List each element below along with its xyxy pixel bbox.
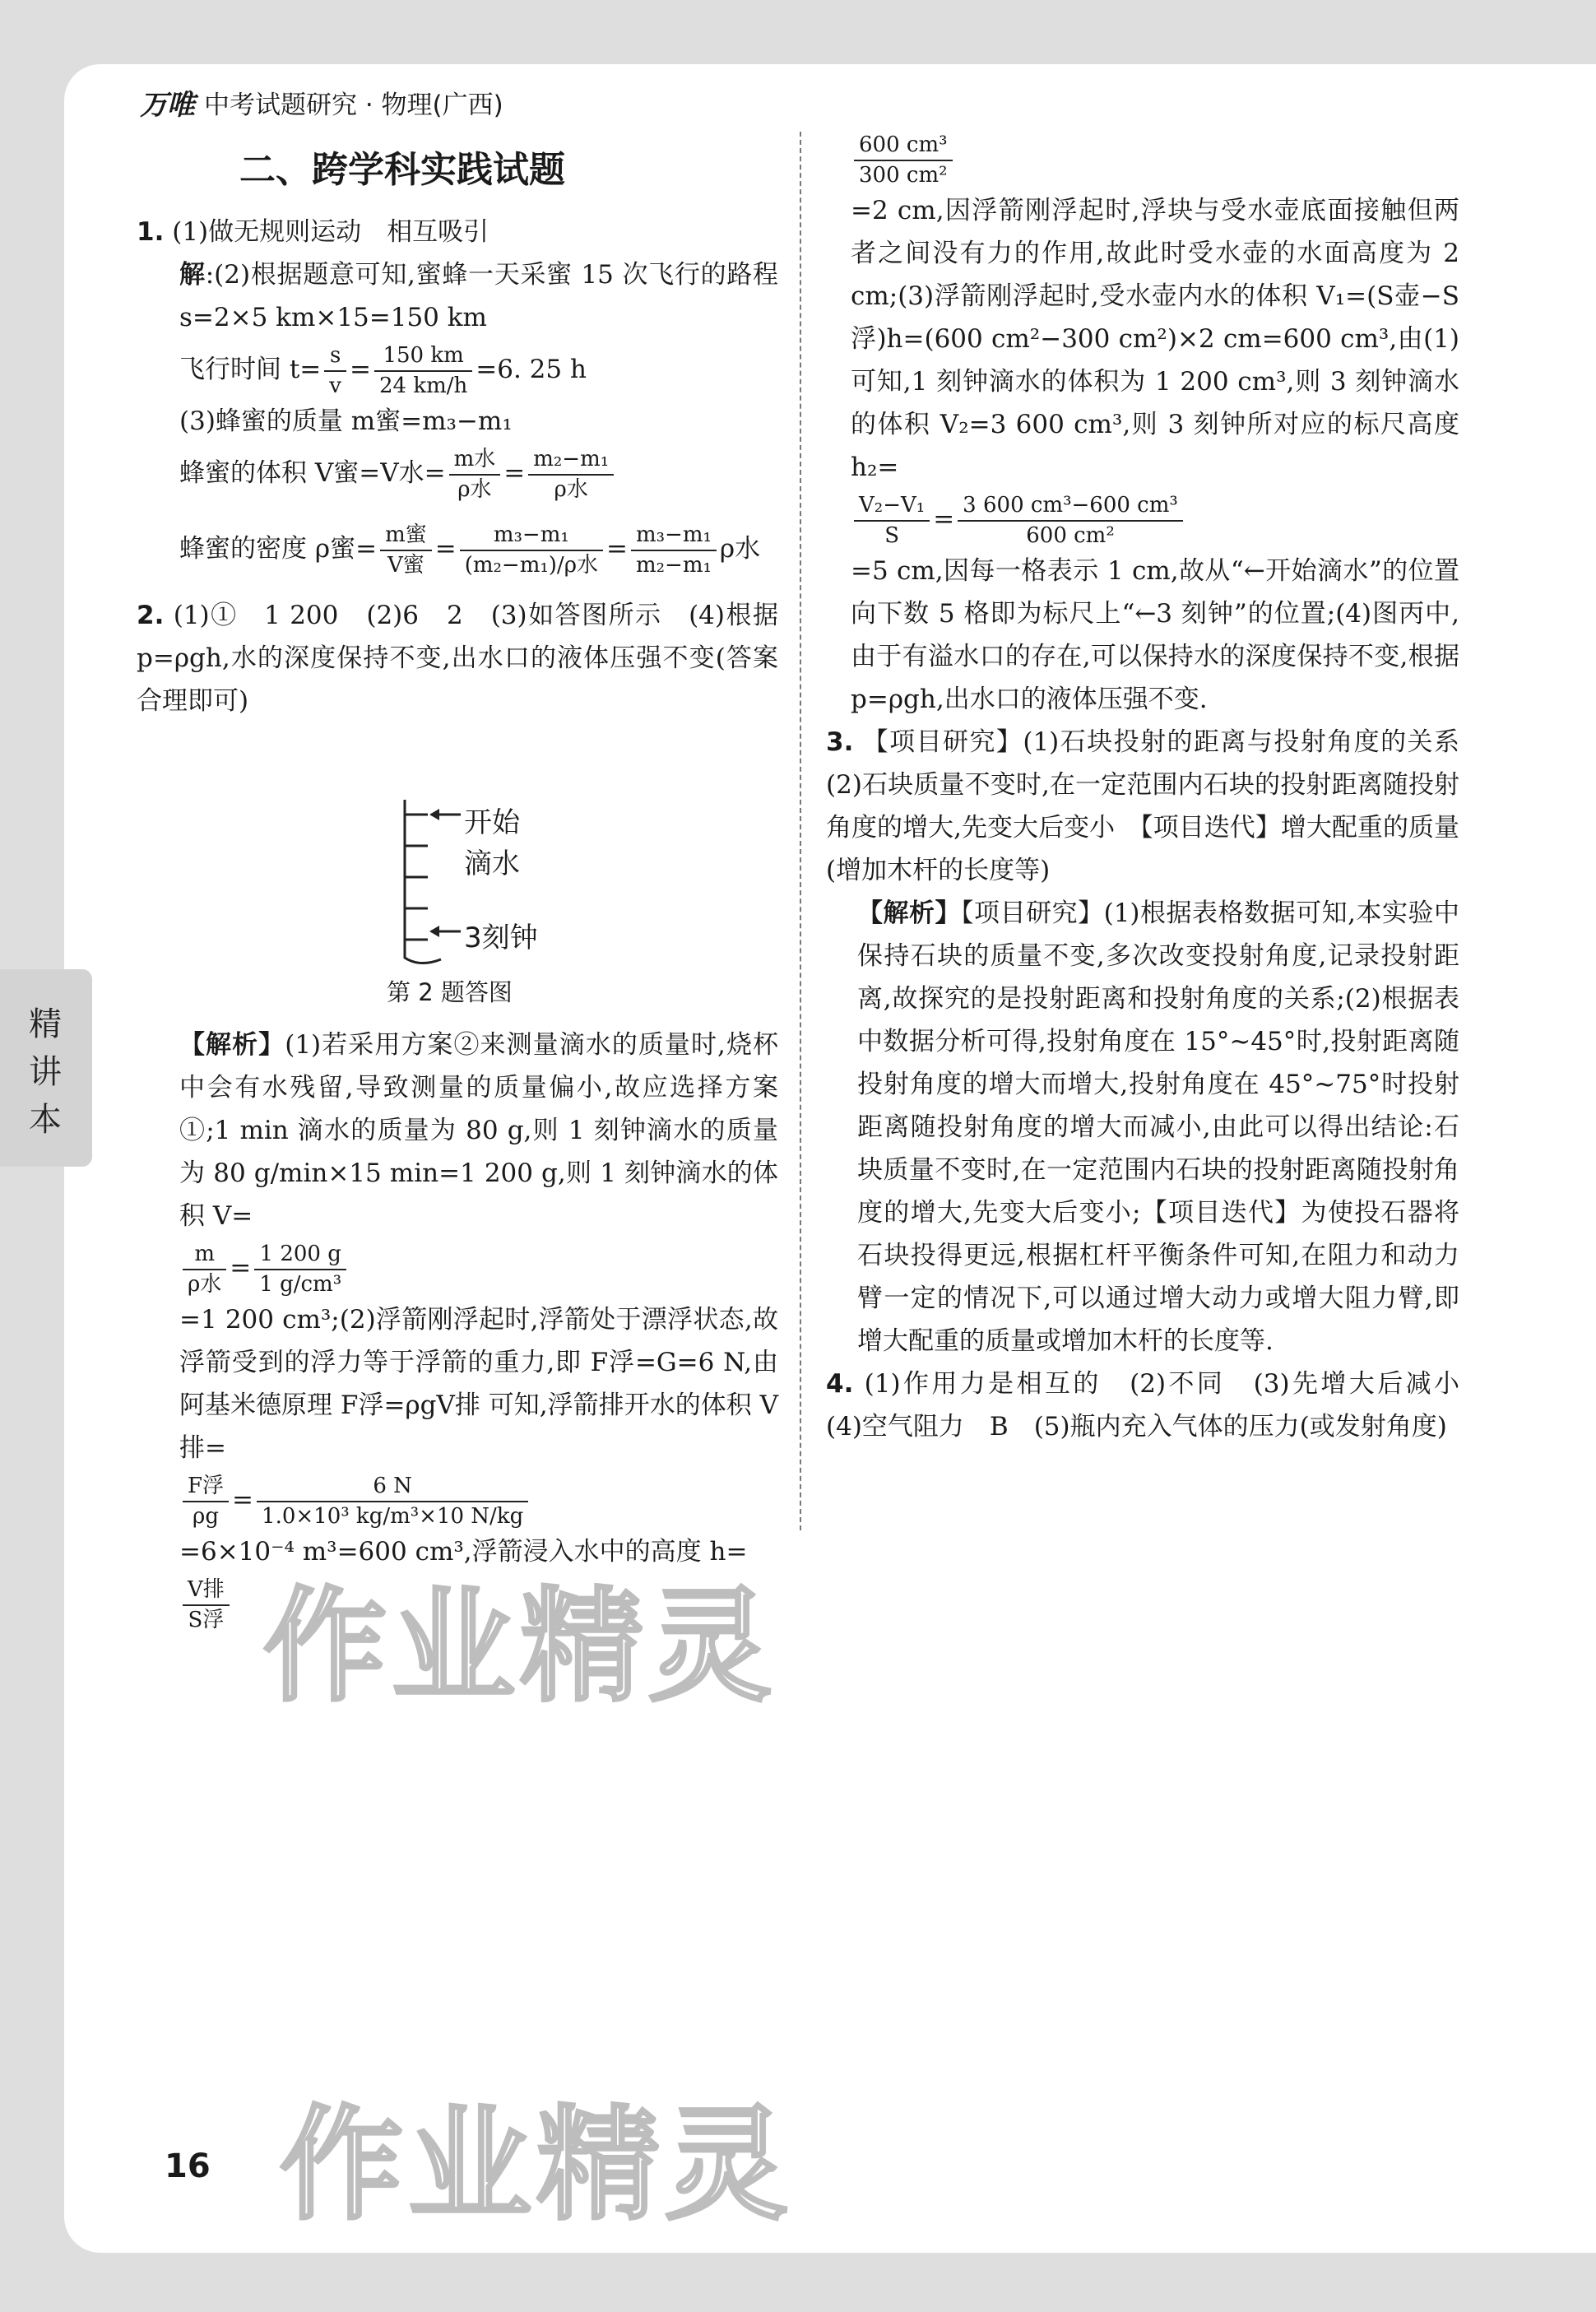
side-tab (0, 969, 92, 1167)
q3-an: 【项目研究】(1)根据表格数据可知,本实验中保持石块的质量不变,多次改变投射角度,记录投射距离,故探究的是投射距离和投射角度的关系;(2)根据表中数据分析可得,投射角度在 15°~45°时,投射距离随投射角度的增大而增大,投射角度在 45°~75°时投射距离随投射角度的增大而减小,由此可以得出结论:石块质量不变时,在一定范围内石块的投射距离随投射角度的增大,先变大后变小;【项目迭代】为使投石器将石块投得更远,根据杠杆平衡条件可知,在阻力和动力臂一定的情况下,可以通过增大动力或增大阻力臂,即增大配重的质量或增加木杆的长度等. (857, 898, 1460, 1356)
q1-den-pre: 蜂蜜的密度 ρ蜜= (179, 534, 378, 564)
q4-answer (826, 1363, 1486, 1448)
q2-frac8: $\frac{\text{3 600 cm³−600 cm³}}{\text{600 cm²}}$ (958, 494, 1183, 547)
column-divider (800, 132, 801, 1530)
q2-an-tag: 【解析】 (179, 1030, 285, 1060)
q2-answer (137, 594, 778, 722)
left-column-lower (137, 1024, 778, 1634)
q2-analysis-b: =1 200 cm³;(2)浮箭刚浮起时,浮箭处于漂浮状态,故浮箭受到的浮力等于浮箭的重力,即 F浮=G=6 N,由阿基米德原理 F浮=ρgV排 可知,浮箭排开水的体积 V排= (179, 1305, 778, 1463)
arrow-3-head (429, 926, 439, 937)
q3-answer (826, 721, 1459, 892)
q1-answer (137, 211, 778, 253)
brand-logo: 万唯 (140, 89, 194, 122)
q1-time-frac1: $\frac{s}{v}$ (324, 344, 346, 397)
q4-number: 4. (826, 1369, 854, 1399)
q1-time-frac2: $\frac{150 km}{24 km/h}$ (374, 344, 472, 397)
watermark-bottom: 作业精灵 (280, 2094, 794, 2237)
q2-frac3: $\frac{\text{F浮}}{\rho g}$ (183, 1474, 229, 1528)
q2-analysis-frac3: $\frac{\text{F浮}}{\rho g}$ = $\frac{6 N}{\text{1.0×10³ kg/m³×10 N/kg}}$ (137, 1469, 778, 1530)
q1-solution (137, 253, 778, 339)
q1-den-post: ρ水 (719, 534, 761, 564)
q3-number: 3. (826, 727, 854, 757)
q2-analysis-frac7: $\frac{\text{V₂−V₁}}{S}$ = $\frac{\text{3 600 cm³−600 cm³}}{\text{600 cm²}}$ (826, 489, 1459, 550)
q2-analysis-frac1: $\frac{m}{\text{ρ水}}$ = $\frac{1 200 g}{\text{1 g/cm³}}$ (137, 1237, 778, 1298)
q2-frac5: $\frac{\text{V排}}{\text{S浮}}$ (183, 1578, 230, 1632)
section-title: 二、跨学科实践试题 (239, 149, 565, 191)
q1-time-res: =6. 25 h (476, 355, 587, 384)
q1-sol-a: :(2)根据题意可知,蜜蜂一天采蜜 15 次飞行的路程 s=2×5 km×15=150 km (179, 260, 778, 332)
left-column (137, 211, 778, 722)
q2-frac1: $\frac{m}{\text{ρ水}}$ (183, 1242, 226, 1296)
right-column (826, 128, 1486, 1448)
figure-caption: 第 2 题答图 (387, 978, 513, 1006)
page-number: 16 (165, 2147, 211, 2185)
watermark-top: 作业精灵 (263, 1576, 777, 1719)
fig-label-3: 3刻钟 (464, 922, 538, 954)
q2-analysis-e: =5 cm,因每一格表示 1 cm,故从“←开始滴水”的位置向下数 5 格即为标尺上“←3 刻钟”的位置;(4)图丙中,由于有溢水口的存在,可以保持水的深度保持不变,根据 p=ρgh,出水口的液体压强不变. (851, 556, 1459, 714)
q1-time-pre: 飞行时间 t= (179, 355, 322, 384)
q2-ans: (1)① 1 200 (2)6 2 (3)如答图所示 (4)根据 p=ρgh,水的深度保持不变,出水口的液体压强不变(答案合理即可) (137, 601, 778, 716)
side-tab-char1: 精 (29, 1005, 62, 1043)
side-tab-label (25, 1000, 66, 1144)
arrow-start-head (429, 809, 439, 820)
side-tab-char3: 本 (29, 1101, 62, 1139)
q2-frac2: $\frac{1 200 g}{\text{1 g/cm³}}$ (254, 1242, 346, 1296)
q1-mass: (3)蜂蜜的质量 m蜜=m₃−m₁ (179, 406, 513, 436)
q1-den-frac1: $\frac{\text{m蜜}}{\text{V蜜}}$ (380, 523, 432, 577)
side-tab-char2: 讲 (29, 1053, 62, 1091)
q4-ans: (1)作用力是相互的 (2)不同 (3)先增大后减小 (4)空气阻力 B (5)瓶内充入气体的压力(或发射角度) (826, 1369, 1486, 1442)
q2-an-a: (1)若采用方案②来测量滴水的质量时,烧杯中会有水残留,导致测量的质量偏小,故应选择方案①;1 min 滴水的质量为 80 g,则 1 刻钟滴水的质量为 80 g/min×15 min=1 200 g,则 1 刻钟滴水的体积 V= (179, 1030, 779, 1231)
q2-analysis-d: =2 cm,因浮箭刚浮起时,浮块与受水壶底面接触但两者之间没有力的作用,故此时受水壶的水面高度为 2 cm;(3)浮箭刚浮起时,受水壶内水的体积 V₁=(S壶−S浮)h=(600 cm²−300 cm²)×2 cm=600 cm³,由(1)可知,1 刻钟滴水的体积为 1 200 cm³,则 3 刻钟滴水的体积 V₂=3 600 cm³,则 3 刻钟所对应的标尺高度 h₂= (851, 196, 1459, 482)
q2-frac7: $\frac{\text{V₂−V₁}}{S}$ (854, 494, 930, 547)
q2-number: 2. (137, 601, 165, 630)
q2-analysis-c: =6×10⁻⁴ m³=600 cm³,浮箭浸入水中的高度 h= (179, 1537, 748, 1567)
q1-den-frac2: $\frac{\text{m₃−m₁}}{\text{(m₂−m₁)/ρ水}}$ (460, 523, 603, 577)
fig-label-start2: 滴水 (464, 847, 520, 880)
q2-frac4: $\frac{6 N}{\text{1.0×10³ kg/m³×10 N/kg}}$ (257, 1474, 528, 1528)
q2-analysis-frac6 (826, 128, 1459, 189)
q2-analysis-a (137, 1024, 778, 1237)
q1-sol-tag: 解 (179, 260, 206, 290)
q1-density: 蜂蜜的密度 ρ蜜= $\frac{\text{m蜜}}{\text{V蜜}}$ = $\frac{\text{m₃−m₁}}{\text{(m₂−m₁)/ρ水}}$ = $\frac{\text{m₃−m₁}}{\text{m₂−m₁}}$ ρ水 (179, 522, 761, 578)
q1-vol-frac1: $\frac{\text{m水}}{\text{ρ水}}$ (449, 448, 501, 501)
q1-ans1: (1)做无规则运动 相互吸引 (172, 217, 489, 247)
q1-den-frac3: $\frac{\text{m₃−m₁}}{\text{m₂−m₁}}$ (631, 523, 717, 577)
q1-volume: 蜂蜜的体积 V蜜=V水= $\frac{\text{m水}}{\text{ρ水}}$ = $\frac{\text{m₂−m₁}}{\text{ρ水}}$ (137, 443, 778, 504)
header-title: 中考试题研究 · 物理(广西) (204, 91, 503, 120)
q3-ans: 【项目研究】(1)石块投射的距离与投射角度的关系 (2)石块质量不变时,在一定范围内石块的投射距离随投射角度的增大,先变大后变小 【项目迭代】增大配重的质量(增加木杆的长度等) (826, 727, 1459, 885)
q1-number: 1. (137, 217, 165, 247)
q3-analysis (826, 892, 1459, 1363)
q2-frac6: $\frac{\text{600 cm³}}{\text{300 cm²}}$ (854, 133, 953, 187)
fig-label-start1: 开始 (464, 806, 520, 839)
q1-vol-pre: 蜂蜜的体积 V蜜=V水= (179, 458, 446, 488)
q1-time: 飞行时间 t= $\frac{s}{v}$ = $\frac{150 km}{24 km/h}$ =6. 25 h (179, 342, 587, 398)
q1-vol-frac2: $\frac{\text{m₂−m₁}}{\text{ρ水}}$ (528, 448, 614, 501)
q3-an-tag: 【解析】 (857, 898, 962, 928)
